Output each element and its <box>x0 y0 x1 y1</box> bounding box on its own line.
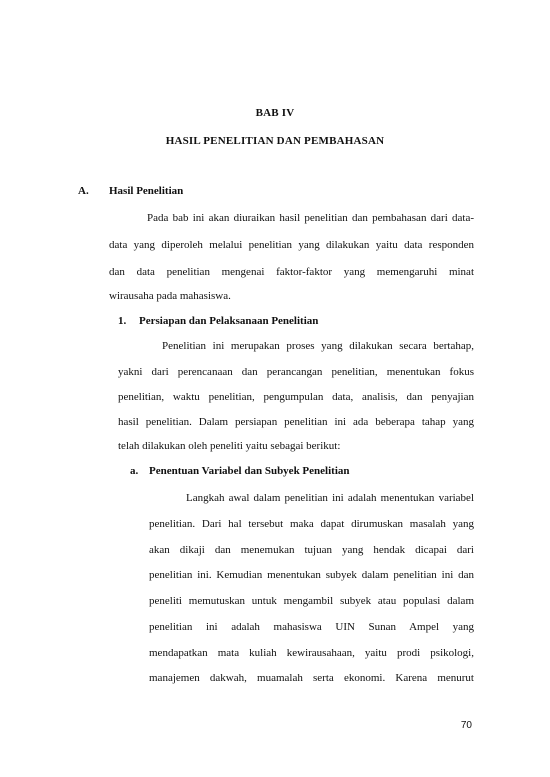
section-title: Hasil Penelitian <box>109 185 184 197</box>
intro-line: dan data penelitian mengenai faktor-faktor yang memengaruhi minat <box>109 266 474 278</box>
body-line: penelitian. Dari hal tersebut maka dapat dirumuskan masalah yang <box>149 518 474 530</box>
subsubsection-title: Penentuan Variabel dan Subyek Penelitian <box>149 465 350 477</box>
chapter-title: HASIL PENELITIAN DAN PEMBAHASAN <box>165 135 385 147</box>
body-line: hasil penelitian. Dalam persiapan penelitian ini ada beberapa tahap yang <box>118 416 474 428</box>
subsection-heading <box>118 315 318 327</box>
body-line: Langkah awal dalam penelitian ini adalah menentukan variabel <box>186 492 474 504</box>
section-heading <box>78 185 183 197</box>
subsection-number: 1. <box>118 315 127 327</box>
subsubsection-number: a. <box>130 465 139 477</box>
intro-line: Pada bab ini akan diuraikan hasil penelitian dan pembahasan dari data- <box>147 212 474 224</box>
body-line: penelitian, waktu penelitian, pengumpulan data, analisis, dan penyajian <box>118 391 474 403</box>
body-line: penelitian ini. Kemudian menentukan subyek dalam penelitian ini dan <box>149 569 474 581</box>
body-line: yakni dari perencanaan dan perancangan penelitian, menentukan fokus <box>118 366 474 378</box>
body-line: penelitian ini adalah mahasiswa UIN Sunan Ampel yang <box>149 621 474 633</box>
subsubsection-heading <box>130 465 350 477</box>
body-line: manajemen dakwah, muamalah serta ekonomi. Karena menurut <box>149 672 474 684</box>
page-number: 70 <box>460 720 472 731</box>
body-line: peneliti memutuskan untuk mengambil subyek atau populasi dalam <box>149 595 474 607</box>
subsection-title: Persiapan dan Pelaksanaan Penelitian <box>139 315 319 327</box>
chapter-label: BAB IV <box>255 107 295 119</box>
section-number: A. <box>78 185 89 197</box>
body-line: akan dikaji dan menemukan tujuan yang hendak dicapai dari <box>149 544 474 556</box>
intro-line: data yang diperoleh melalui penelitian yang dilakukan yaitu data responden <box>109 239 474 251</box>
intro-line: wirausaha pada mahasiswa. <box>109 290 231 302</box>
body-line: telah dilakukan oleh peneliti yaitu sebagai berikut: <box>118 440 341 452</box>
body-line: Penelitian ini merupakan proses yang dilakukan secara bertahap, <box>162 340 474 352</box>
body-line: mendapatkan mata kuliah kewirausahaan, yaitu prodi psikologi, <box>149 647 474 659</box>
